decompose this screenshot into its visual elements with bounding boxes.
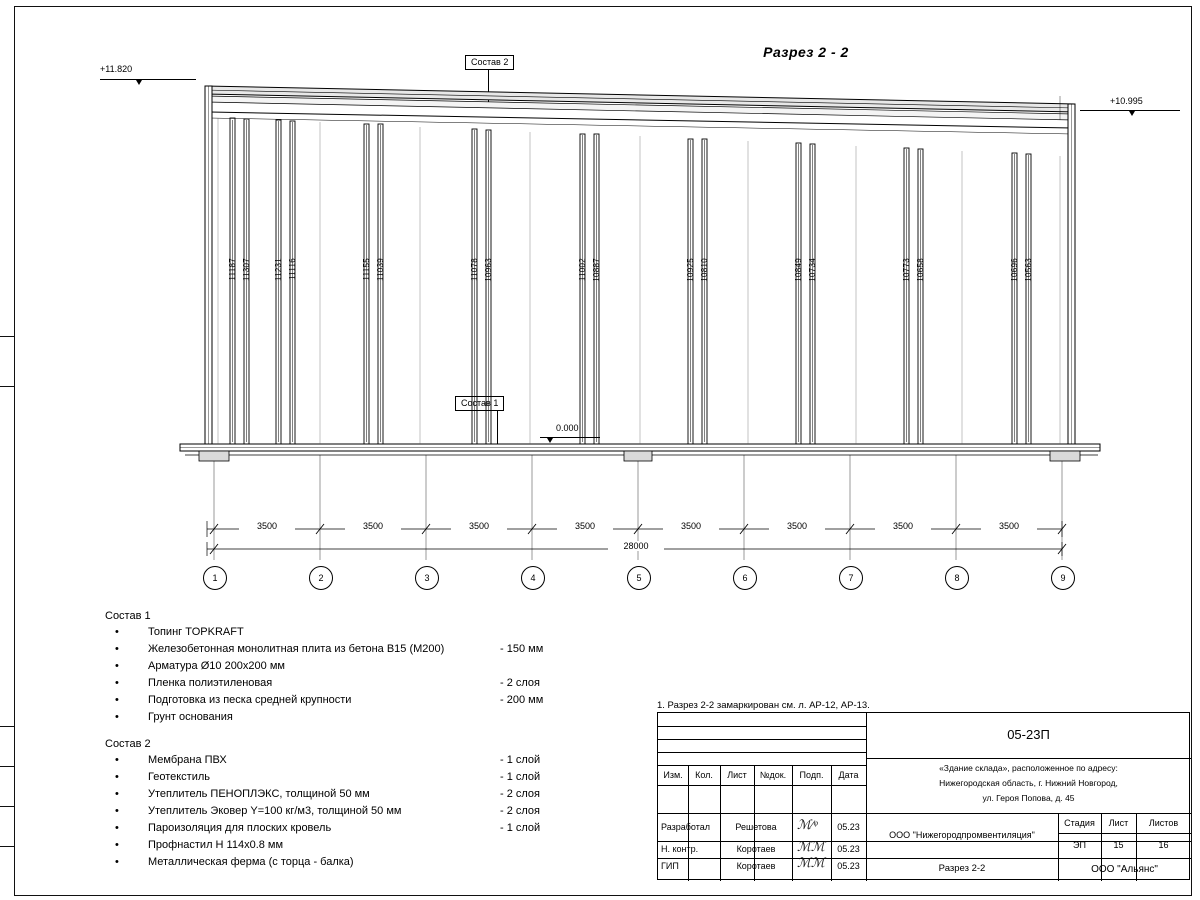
bay-dimension: 3500 bbox=[981, 521, 1037, 531]
column-height-label: 10963 bbox=[484, 258, 493, 282]
column-height-label: 11231 bbox=[274, 258, 283, 282]
col-header-kol: Кол. bbox=[695, 769, 713, 780]
stage-header: Стадия bbox=[1064, 817, 1095, 828]
bullet-icon: • bbox=[115, 856, 119, 868]
spec2-item-text: Мембрана ПВХ bbox=[148, 754, 227, 766]
stage-value: ЭП bbox=[1073, 840, 1086, 851]
date-razrabotal: 05.23 bbox=[837, 821, 860, 832]
spec1-item-text: Топинг TOPKRAFT bbox=[148, 626, 244, 638]
spec2-item-value: - 2 слоя bbox=[500, 805, 541, 817]
object-line-2: Нижегородская область, г. Нижний Новгород, bbox=[939, 777, 1118, 788]
spec2-item-value: - 1 слой bbox=[500, 822, 541, 834]
column-height-label: 10849 bbox=[794, 258, 803, 282]
spec1-item-text: Грунт основания bbox=[148, 711, 233, 723]
column-height-label: 11116 bbox=[288, 258, 297, 280]
spec1-item-value: - 150 мм bbox=[500, 643, 544, 655]
axis-bubble-6: 6 bbox=[733, 566, 757, 590]
column-height-label: 11307 bbox=[242, 258, 251, 282]
bullet-icon: • bbox=[115, 822, 119, 834]
bullet-icon: • bbox=[115, 771, 119, 783]
axis-bubble-3: 3 bbox=[415, 566, 439, 590]
callout-sostav-2: Состав 2 bbox=[465, 55, 514, 70]
bullet-icon: • bbox=[115, 694, 119, 706]
spec1-item-value: - 200 мм bbox=[500, 694, 544, 706]
list-header: Лист bbox=[1108, 817, 1129, 828]
bay-dimension: 3500 bbox=[663, 521, 719, 531]
bullet-icon: • bbox=[115, 711, 119, 723]
bullet-icon: • bbox=[115, 643, 119, 655]
bay-dimension: 3500 bbox=[239, 521, 295, 531]
spec1-item-text: Железобетонная монолитная плита из бетона В15 (М200) bbox=[148, 643, 445, 655]
sheet-name: Разрез 2-2 bbox=[938, 863, 986, 875]
name-gip: Коротаев bbox=[736, 861, 776, 872]
role-razrabotal: Разработал bbox=[661, 821, 710, 832]
level-mark-left-text: +11.820 bbox=[100, 64, 133, 74]
bullet-icon: • bbox=[115, 754, 119, 766]
role-n-kontr: Н. контр. bbox=[661, 844, 699, 855]
level-mark-floor-text: 0.000 bbox=[556, 423, 579, 433]
bay-dimension: 3500 bbox=[769, 521, 825, 531]
name-n-kontr: Коротаев bbox=[736, 844, 776, 855]
section-title: Разрез 2 - 2 bbox=[763, 44, 849, 60]
spec2-item-value: - 2 слоя bbox=[500, 788, 541, 800]
column-height-label: 11187 bbox=[228, 258, 237, 281]
list-value: 15 bbox=[1113, 840, 1124, 851]
column-height-label: 11078 bbox=[470, 258, 479, 282]
signature-mark: ℳ⁄ᵠ bbox=[797, 817, 818, 832]
col-header-data: Дата bbox=[838, 769, 859, 780]
column-height-label: 10773 bbox=[902, 258, 911, 282]
axis-bubble-7: 7 bbox=[839, 566, 863, 590]
spec2-item-value: - 1 слой bbox=[500, 771, 541, 783]
company-name: ООО "Нижегородпромвентиляция" bbox=[889, 830, 1035, 841]
spec2-title: Состав 2 bbox=[105, 738, 151, 750]
column-height-label: 11002 bbox=[578, 258, 587, 282]
overall-dimension: 28000 bbox=[608, 541, 664, 551]
object-line-3: ул. Героя Попова, д. 45 bbox=[982, 792, 1075, 803]
col-header-podp: Подп. bbox=[799, 769, 824, 780]
spec1-title: Состав 1 bbox=[105, 610, 151, 622]
column-height-label: 11155 bbox=[362, 258, 371, 281]
lists-header: Листов bbox=[1148, 817, 1179, 828]
axis-bubble-2: 2 bbox=[309, 566, 333, 590]
column-height-label: 10658 bbox=[916, 258, 925, 282]
signature-mark: ℳℳ bbox=[797, 839, 825, 854]
bullet-icon: • bbox=[115, 677, 119, 689]
spec2-item-text: Геотекстиль bbox=[148, 771, 211, 783]
column-height-label: 10925 bbox=[686, 258, 695, 282]
column-height-label: 10734 bbox=[808, 258, 817, 282]
name-razrabotal: Решетова bbox=[735, 821, 777, 832]
bullet-icon: • bbox=[115, 660, 119, 672]
bay-dimension: 3500 bbox=[451, 521, 507, 531]
spec2-item-text: Пароизоляция для плоских кровель bbox=[148, 822, 332, 834]
bay-dimension: 3500 bbox=[557, 521, 613, 531]
spec1-item-text: Пленка полиэтиленовая bbox=[148, 677, 273, 689]
spec1-item-text: Подготовка из песка средней крупности bbox=[148, 694, 352, 706]
column-height-label: 10887 bbox=[592, 258, 601, 282]
spec2-item-text: Утеплитель ПЕНОПЛЭКС, толщиной 50 мм bbox=[148, 788, 370, 800]
bay-dimension: 3500 bbox=[875, 521, 931, 531]
bullet-icon: • bbox=[115, 626, 119, 638]
spec2-item-text: Утеплитель Эковер Y=100 кг/м3, толщиной 50 мм bbox=[148, 805, 402, 817]
bullet-icon: • bbox=[115, 839, 119, 851]
project-code: 05-23П bbox=[1007, 727, 1050, 743]
level-mark-right-text: +10.995 bbox=[1110, 96, 1143, 106]
column-height-label: 10563 bbox=[1024, 258, 1033, 282]
column-height-label: 10810 bbox=[700, 258, 709, 282]
column-height-label: 10696 bbox=[1010, 258, 1019, 282]
col-header-izm: Изм. bbox=[663, 769, 683, 780]
callout-sostav-1: Состав 1 bbox=[455, 396, 504, 411]
bay-dimension: 3500 bbox=[345, 521, 401, 531]
axis-bubble-4: 4 bbox=[521, 566, 545, 590]
lists-value: 16 bbox=[1158, 840, 1169, 851]
spec2-item-text: Металлическая ферма (с торца - балка) bbox=[148, 856, 354, 868]
column-height-label: 11039 bbox=[376, 258, 385, 282]
date-gip: 05.23 bbox=[837, 861, 860, 872]
bullet-icon: • bbox=[115, 805, 119, 817]
axis-bubble-1: 1 bbox=[203, 566, 227, 590]
signature-mark: ℳℳ bbox=[797, 855, 825, 870]
client-name: ООО "Альянс" bbox=[1091, 863, 1158, 875]
spec1-item-value: - 2 слоя bbox=[500, 677, 541, 689]
bullet-icon: • bbox=[115, 788, 119, 800]
spec1-item-text: Арматура Ø10 200х200 мм bbox=[148, 660, 285, 672]
axis-bubble-8: 8 bbox=[945, 566, 969, 590]
axis-bubble-9: 9 bbox=[1051, 566, 1075, 590]
spec2-item-text: Профнастил Н 114х0.8 мм bbox=[148, 839, 284, 851]
title-block bbox=[657, 712, 1190, 880]
axis-bubble-5: 5 bbox=[627, 566, 651, 590]
spec2-item-value: - 1 слой bbox=[500, 754, 541, 766]
col-header-ndok: №док. bbox=[759, 769, 787, 780]
col-header-list: Лист bbox=[727, 769, 747, 780]
role-gip: ГИП bbox=[661, 861, 679, 872]
drawing-note: 1. Разрез 2-2 замаркирован см. л. АР-12, АР-13. bbox=[657, 700, 870, 711]
object-line-1: «Здание склада», расположенное по адресу: bbox=[939, 762, 1118, 773]
date-n-kontr: 05.23 bbox=[837, 844, 860, 855]
